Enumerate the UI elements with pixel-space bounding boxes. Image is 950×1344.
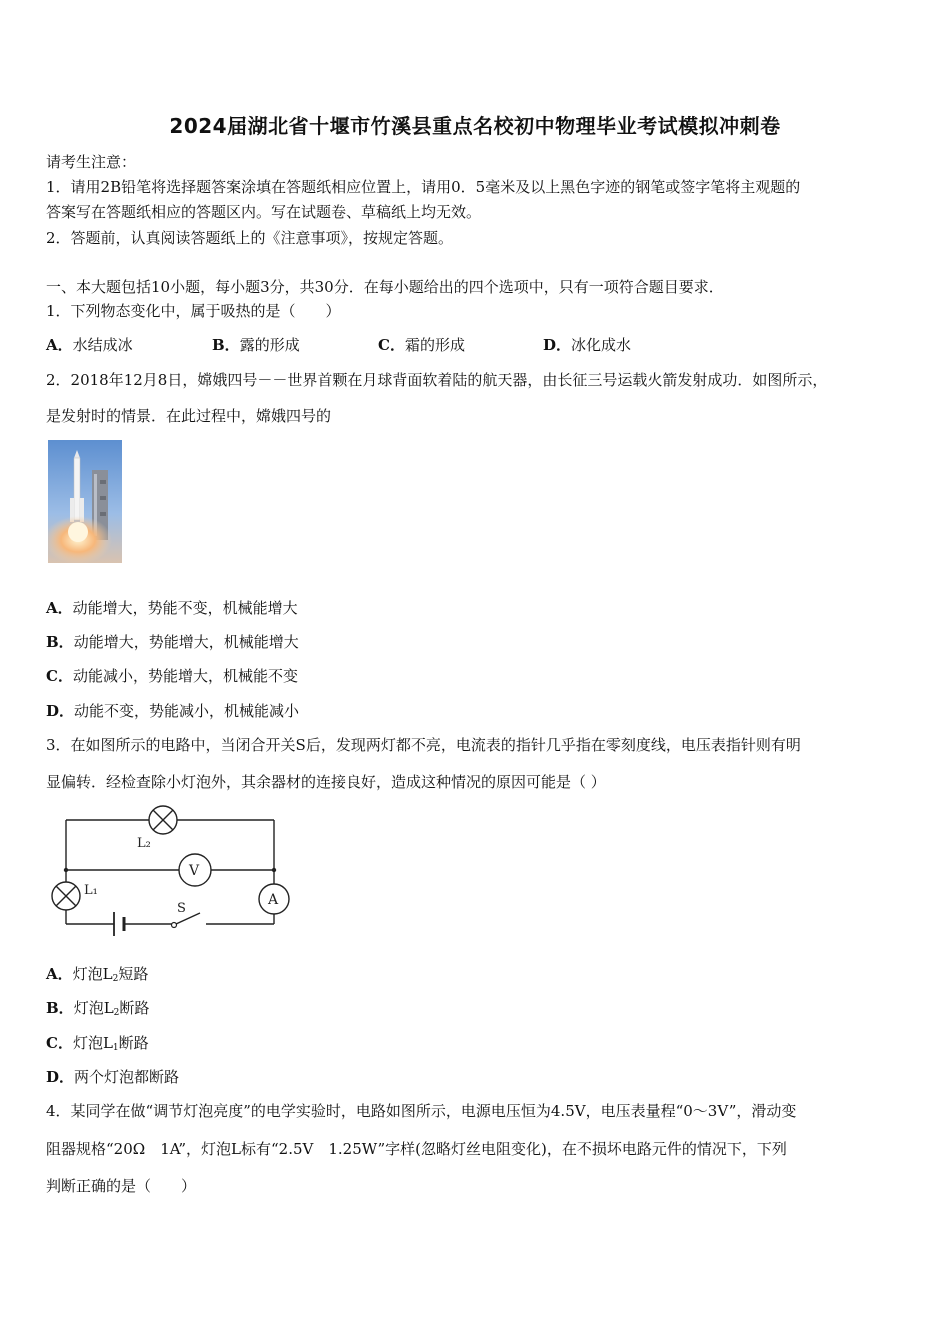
q3-option-d [46, 1067, 179, 1087]
option-text: 断路 [118, 1034, 149, 1052]
option-text: 灯泡L [72, 965, 113, 983]
label-s: S [177, 901, 186, 916]
q3-option-a [46, 964, 148, 989]
label-l2: L₂ [137, 836, 151, 851]
option-label: C． [46, 667, 73, 685]
q1-option-c [378, 335, 465, 355]
circuit-diagram [48, 802, 298, 942]
q1-option-b [212, 335, 300, 355]
option-text: 灯泡L [73, 999, 114, 1017]
label-a: A [268, 892, 279, 908]
option-label: D． [543, 336, 572, 354]
q2-option-b [46, 632, 299, 652]
option-text: 两个灯泡都断路 [74, 1068, 180, 1086]
option-subscript: 2 [113, 1008, 120, 1018]
notice-line-1b: 答案写在答题纸相应的答题区内。写在试题卷、草稿纸上均无效。 [46, 203, 482, 221]
q3-stem-line-2: 显偏转．经检查除小灯泡外，其余器材的连接良好，造成这种情况的原因可能是（ ） [46, 773, 606, 791]
q1-option-d [543, 335, 631, 355]
q2-option-c [46, 666, 298, 686]
q2-option-a [46, 598, 298, 618]
q4-stem-line-2: 阻器规格“20Ω 1A”，灯泡L标有“2.5V 1.25W”字样(忽略灯丝电阻变化)，在不损坏电路元件的情况下，下列 [46, 1140, 787, 1158]
section-1-instructions: 一、本大题包括10小题，每小题3分，共30分．在每小题给出的四个选项中，只有一项符合题目要求． [46, 278, 724, 296]
q1-option-a [46, 335, 133, 355]
option-text: 短路 [118, 965, 149, 983]
option-label: D． [46, 702, 75, 720]
junction-dot [272, 868, 276, 872]
option-label: A． [46, 599, 73, 617]
notice-line-1a: 1．请用2B铅笔将选择题答案涂填在答题纸相应位置上，请用0．5毫米及以上黑色字迹的钢笔或签字笔将主观题的 [46, 178, 801, 196]
option-label: C． [378, 336, 405, 354]
option-text: 露的形成 [239, 336, 300, 354]
option-label: A． [46, 336, 73, 354]
q2-stem-line-1: 2．2018年12月8日，嫦娥四号－－世界首颗在月球背面软着陆的航天器，由长征三号运载火箭发射成功．如图所示， [46, 371, 828, 389]
label-v: V [189, 863, 200, 879]
q4-stem-line-1: 4．某同学在做“调节灯泡亮度”的电学实验时，电路如图所示，电源电压恒为4.5V，电压表量程“0～3V”，滑动变 [46, 1102, 797, 1120]
q3-option-b [46, 998, 149, 1023]
switch-contact [172, 923, 177, 928]
option-label: B． [46, 633, 74, 651]
notice-line-2: 2．答题前，认真阅读答题纸上的《注意事项》，按规定答题。 [46, 229, 454, 247]
option-text: 动能不变，势能减小，机械能减小 [74, 702, 300, 720]
option-text: 动能增大，势能增大，机械能增大 [73, 633, 299, 651]
rocket-launch-image [48, 440, 122, 563]
notice-heading: 请考生注意： [46, 153, 137, 171]
option-label: C． [46, 1034, 73, 1052]
q3-option-c [46, 1033, 149, 1058]
label-l1: L₁ [84, 883, 98, 898]
option-text: 灯泡L [72, 1034, 113, 1052]
option-subscript: 2 [112, 974, 119, 984]
option-text: 动能增大，势能不变，机械能增大 [72, 599, 298, 617]
option-text: 霜的形成 [404, 336, 465, 354]
q4-stem-line-3: 判断正确的是（ ） [46, 1177, 197, 1195]
option-label: A． [46, 965, 73, 983]
option-text: 水结成冰 [72, 336, 133, 354]
q1-stem: 1．下列物态变化中，属于吸热的是（ ） [46, 302, 341, 320]
q3-stem-line-1: 3．在如图所示的电路中，当闭合开关S后，发现两灯都不亮，电流表的指针几乎指在零刻度线，电压表指针则有明 [46, 736, 801, 754]
option-subscript: 1 [112, 1043, 119, 1053]
exam-title: 2024届湖北省十堰市竹溪县重点名校初中物理毕业考试模拟冲刺卷 [169, 114, 781, 138]
option-text: 动能减小，势能增大，机械能不变 [72, 667, 298, 685]
option-label: D． [46, 1068, 75, 1086]
junction-dot [64, 868, 68, 872]
option-label: B． [212, 336, 240, 354]
q2-option-d [46, 701, 299, 721]
option-text: 断路 [119, 999, 150, 1017]
option-label: B． [46, 999, 74, 1017]
option-text: 冰化成水 [571, 336, 632, 354]
q2-stem-line-2: 是发射时的情景．在此过程中，嫦娥四号的 [46, 407, 332, 425]
